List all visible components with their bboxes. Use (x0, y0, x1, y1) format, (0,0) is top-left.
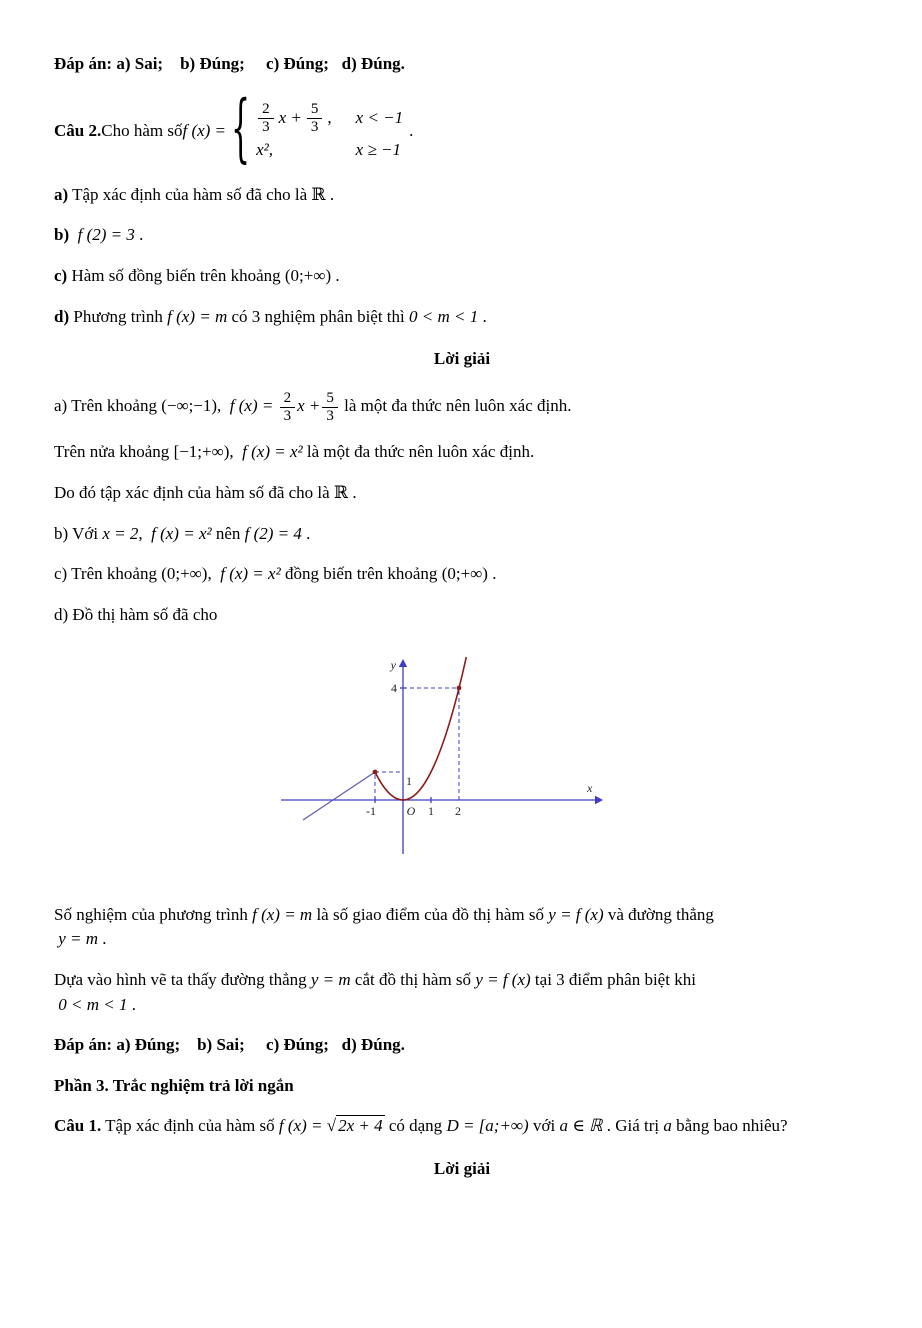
statement-c-text: Hàm số đồng biến trên khoảng (67, 265, 285, 285)
math-run: y = m (54, 929, 99, 949)
fraction-numerator: 5 (307, 101, 323, 119)
x-axis-label: x (587, 780, 593, 795)
piecewise-expr-1 (256, 101, 332, 136)
function-graph-figure (54, 654, 870, 869)
square-root-expression (327, 1115, 385, 1135)
text-run: có dạng (384, 1116, 447, 1136)
text-run: . Giá trị (602, 1116, 664, 1136)
statement-a-label: a) (54, 184, 69, 204)
text-run: đồng biến trên khoảng (280, 564, 442, 584)
text-run: tại 3 điểm phân biệt khi (530, 969, 696, 989)
radicand: 2x + 4 (338, 1116, 383, 1136)
interval-math: (0;+∞), (161, 564, 212, 584)
origin-label: O (406, 803, 416, 818)
fraction-numerator: 2 (258, 101, 274, 119)
text-run: là một đa thức nên luôn xác định. (302, 442, 535, 462)
question-1 (54, 1114, 870, 1139)
text-run: là một đa thức nên luôn xác định. (339, 396, 572, 416)
interval-math: (−∞;−1), (161, 396, 222, 416)
question-2-intro: Cho hàm số (101, 120, 183, 140)
text-run: b) Với (54, 523, 103, 543)
text-run: . (348, 483, 357, 503)
statement-c (54, 264, 870, 289)
piecewise-rows (256, 101, 403, 161)
interval-math: [−1;+∞), (173, 442, 234, 462)
expr-x-plus: x + (297, 396, 321, 416)
statement-b (54, 223, 870, 248)
text-run: bằng bao nhiêu? (671, 1116, 788, 1136)
expr-comma: , (327, 108, 332, 128)
y-tick-label-4: 4 (391, 680, 397, 695)
answer-line-top: Đáp án: a) Sai; b) Đúng; c) Đúng; d) Đúng. (54, 54, 405, 73)
y-axis-label: y (390, 657, 396, 672)
statement-d-text-2: có 3 nghiệm phân biệt thì (227, 306, 410, 326)
fraction-denominator: 3 (310, 118, 319, 135)
solution-a-line-2 (54, 440, 870, 465)
solution-a-line-3 (54, 481, 870, 506)
solution-d: d) Đồ thị hàm số đã cho (54, 605, 218, 624)
radical-sign: √ (326, 1116, 337, 1136)
piecewise-condition-2: x ≥ −1 (355, 140, 402, 160)
math-run: a ∈ ℝ (559, 1116, 603, 1136)
text-run: và đường thẳng (603, 904, 714, 924)
question-1-label: Câu 1. (54, 1116, 102, 1136)
fraction-five-thirds (307, 101, 323, 136)
real-numbers-symbol: ℝ (333, 483, 349, 503)
piecewise-function (231, 86, 404, 173)
statement-a-tail: . (325, 184, 335, 204)
function-math: f (x) = (229, 396, 278, 416)
fraction-denominator: 3 (326, 407, 334, 424)
solution-a-line-1 (54, 390, 870, 425)
text-run (143, 524, 152, 543)
statement-d-tail: . (478, 306, 487, 326)
text-run: là số giao điểm của đồ thị hàm số (312, 904, 549, 924)
answer-line-bottom: Đáp án: a) Đúng; b) Sai; c) Đúng; d) Đúng. (54, 1035, 405, 1055)
text-run: cắt đồ thị hàm số (350, 969, 476, 989)
x-tick-label-1: 1 (428, 803, 434, 818)
fraction-five-thirds (322, 390, 338, 425)
point-dot-neg1-1 (373, 769, 378, 774)
interval-math: (0;+∞) (441, 564, 488, 584)
fraction-denominator: 3 (262, 118, 270, 135)
text-run: Số nghiệm của phương trình (54, 904, 253, 924)
text-run (221, 396, 230, 415)
paragraph-intersections (54, 903, 870, 952)
parabola-piece-graph (375, 657, 466, 800)
math-run: D = [a;+∞) (446, 1116, 529, 1136)
math-run: a (663, 1116, 672, 1136)
paragraph-conclusion (54, 968, 870, 1017)
statement-b-label: b) (54, 225, 70, 245)
y-tick-label-1: 1 (406, 773, 412, 788)
text-run: a) Trên khoảng (54, 396, 162, 416)
part-3-heading: Phần 3. Trắc nghiệm trả lời ngắn (54, 1075, 294, 1095)
graph-svg (277, 654, 613, 864)
statement-d-math-1: f (x) = m (167, 306, 228, 326)
statement-c-label: c) (54, 265, 68, 285)
math-run: f (2) = 4 (244, 523, 302, 543)
x-tick-label-neg1: -1 (366, 803, 376, 818)
fraction-two-thirds (280, 390, 296, 425)
text-run (212, 564, 221, 583)
expr-x-plus: x + (278, 108, 302, 128)
function-notation: f (x) = (182, 120, 227, 140)
solution-heading-2: Lời giải (433, 1159, 491, 1179)
statement-a-math: ℝ (311, 184, 326, 204)
math-run: y = f (x) (548, 904, 604, 924)
text-run: Do đó tập xác định của hàm số đã cho là (54, 483, 334, 503)
solution-b (54, 522, 870, 547)
solution-c (54, 562, 870, 587)
dashed-guide-point-neg1-1 (375, 772, 403, 800)
math-run: 0 < m < 1 (54, 994, 128, 1014)
question-2 (54, 86, 870, 173)
statement-b-math: f (2) = 3 (69, 225, 135, 245)
statement-d-text: Phương trình (69, 306, 168, 326)
statement-a (54, 183, 870, 208)
text-run: . (487, 564, 497, 584)
function-math: f (x) = x² (242, 442, 303, 462)
text-run: với (528, 1116, 560, 1136)
question-2-label: Câu 2. (54, 120, 102, 140)
math-run: x = 2, (102, 523, 143, 543)
question-2-period: . (409, 120, 414, 140)
text-run: Dựa vào hình vẽ ta thấy đường thẳng (54, 969, 311, 989)
y-axis-arrow-icon (399, 659, 407, 667)
math-run: f (x) = x² (151, 523, 212, 543)
point-dot-2-4 (457, 685, 462, 690)
statement-d-label: d) (54, 306, 70, 326)
curly-brace: { (231, 86, 251, 173)
fraction-two-thirds (258, 101, 274, 136)
x-tick-label-2: 2 (455, 803, 461, 818)
statement-d (54, 305, 870, 330)
statement-d-math-2: 0 < m < 1 (409, 306, 479, 326)
statement-c-tail: . (331, 265, 340, 285)
math-run: f (x) = m (252, 904, 313, 924)
x-axis-arrow-icon (595, 795, 603, 803)
math-run: y = f (x) (475, 969, 531, 989)
math-run: f (x) = x² (220, 564, 281, 584)
fraction-numerator: 5 (322, 390, 338, 408)
text-run: . (98, 929, 107, 949)
text-run (234, 442, 243, 461)
linear-piece-graph (303, 772, 375, 820)
fraction-denominator: 3 (283, 407, 292, 424)
piecewise-expr-2: x², (256, 140, 274, 160)
statement-b-tail: . (134, 225, 144, 245)
text-run: c) Trên khoảng (54, 564, 162, 584)
function-math: f (x) = (278, 1116, 327, 1136)
text-run: . (127, 994, 136, 1014)
fraction-numerator: 2 (280, 390, 296, 408)
solution-heading: Lời giải (433, 349, 491, 369)
statement-c-math: (0;+∞) (284, 265, 332, 285)
math-run: y = m (310, 969, 351, 989)
text-run: nên (211, 523, 245, 543)
text-run: Trên nửa khoảng (54, 442, 174, 462)
piecewise-condition-1: x < −1 (355, 108, 404, 128)
text-run: . (301, 523, 311, 543)
statement-a-text: Tập xác định của hàm số đã cho là (68, 184, 312, 204)
text-run: Tập xác định của hàm số (101, 1116, 279, 1136)
